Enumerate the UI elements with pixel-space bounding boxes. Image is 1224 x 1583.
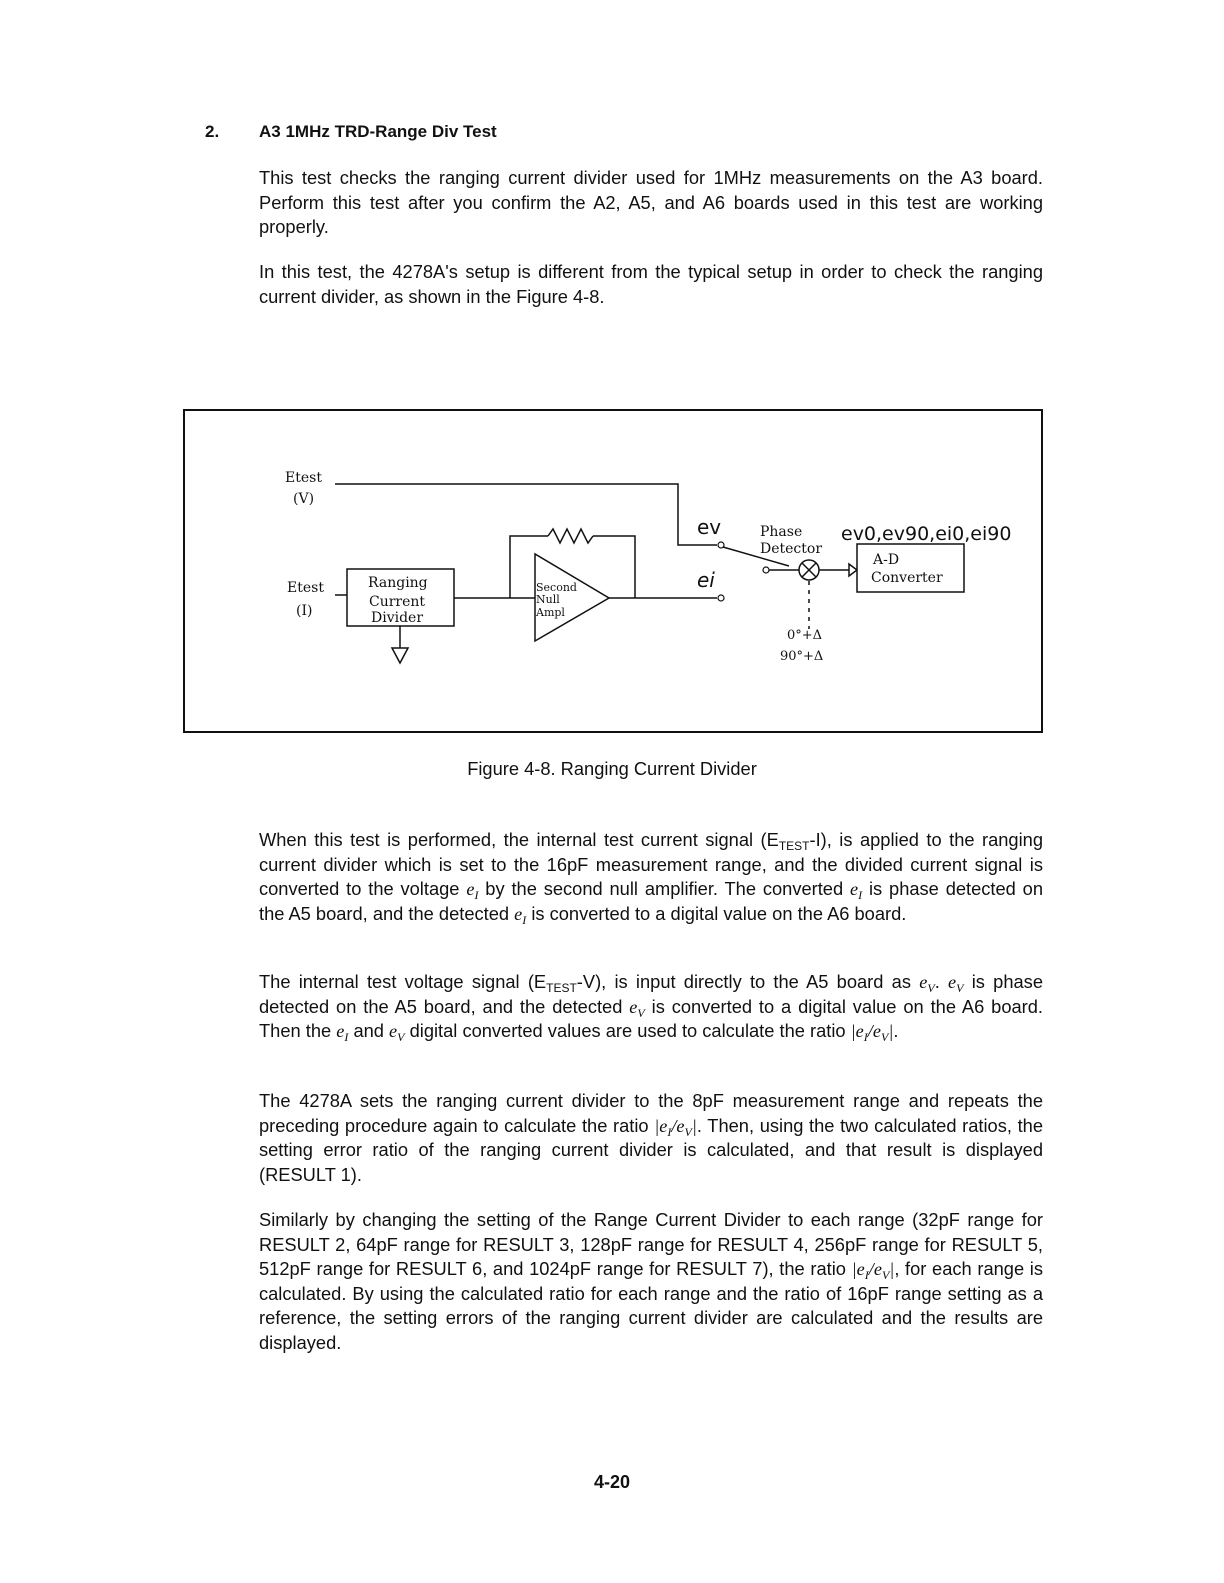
feedback-right-wire <box>593 536 635 598</box>
intro-paragraph-2: In this test, the 4278A's setup is different from the typical setup in order to check the ranging current divider, as shown in the Figure 4-8. <box>259 261 1043 307</box>
divider-label-3: Divider <box>371 610 424 626</box>
amp-label-2: Null <box>536 593 560 606</box>
arrow-head <box>849 564 857 576</box>
figure-caption: Figure 4-8. Ranging Current Divider <box>467 758 757 779</box>
amp-label-1: Second <box>536 581 577 594</box>
figure-ranging-current-divider <box>183 409 1043 733</box>
section-number: 2. <box>205 122 220 141</box>
etest-i-label: Etest <box>287 580 324 596</box>
body-paragraph-6: Similarly by changing the setting of the Range Current Divider to each range (32pF range for RESULT 2, 64pF range for RESULT 3, 128pF range for RESULT 4, 256pF range for RESULT 5, 512pF range for RESULT 6, and 1024pF range for RESULT 7), the ratio $|e_I/e_V|$, for each range is calculated. By using the calculated ratio for each range and the ratio of 16pF range setting as a reference, the setting errors of the ranging current divider are calculated and the results are displayed. <box>259 1209 1043 1353</box>
block-diagram <box>183 409 1043 733</box>
divider-label-2: Current <box>369 594 426 610</box>
intro-paragraph-1: This test checks the ranging current divider used for 1MHz measurements on the A3 board. Perform this test after you confirm the A2, A5, and A6 boards used in this test are working properly. <box>259 167 1043 237</box>
body-paragraph-3: When this test is performed, the internal test current signal $(E_{TEST}-I)$, is applied to the ranging current divider which is set to the 16pF measurement range, and the divided current signal is converted to the voltage $e_I$ by the second null amplifier. The converted $e_I$ is phase detected on the A5 board, and the detected $e_I$ is converted to a digital value on the A6 board. <box>259 829 1044 927</box>
ref-90-label: 90°+Δ <box>780 649 824 664</box>
outputs-label: ev0,ev90,ei0,ei90 <box>841 523 1012 545</box>
body-paragraph-4: The internal test voltage signal $(E_{TEST}-V)$, is input directly to the A5 board as $e_V$. $e_V$ is phase detected on the A5 board, and the detected $e_V$ is converted to a digital value on the A6 board. Then the $e_I$ and $e_V$ digital converted values are used to calculate the ratio $|e_I/e_V|$. <box>259 971 1043 1044</box>
phase-label-1: Phase <box>760 524 803 540</box>
ei-label: ei <box>697 568 715 592</box>
page-number: 4-20 <box>593 1472 631 1492</box>
phase-label-2: Detector <box>760 541 823 557</box>
feedback-resistor <box>548 529 593 543</box>
section-title: A3 1MHz TRD-Range Div Test <box>259 122 497 141</box>
adc-label-1: A-D <box>873 552 900 568</box>
etest-i-sub-label: (I) <box>296 603 313 619</box>
ei-terminal <box>718 595 724 601</box>
ground-symbol <box>392 648 408 663</box>
switch-common-terminal <box>763 567 769 573</box>
etest-v-label: Etest <box>285 470 322 486</box>
body-paragraph-5: The 4278A sets the ranging current divider to the 8pF measurement range and repeats the preceding procedure again to calculate the ratio $|e_I/e_V|$. Then, using the two calculated ratios, the setting error ratio of the ranging current divider is calculated, and that result is displayed (RESULT 1). <box>259 1090 1043 1185</box>
amp-label-3: Ampl <box>536 606 565 619</box>
ev-label: ev <box>697 515 722 539</box>
etest-v-sub-label: (V) <box>293 491 315 507</box>
ref-0-label: 0°+Δ <box>787 628 823 643</box>
adc-label-2: Converter <box>871 570 943 586</box>
divider-label-1: Ranging <box>368 575 428 591</box>
